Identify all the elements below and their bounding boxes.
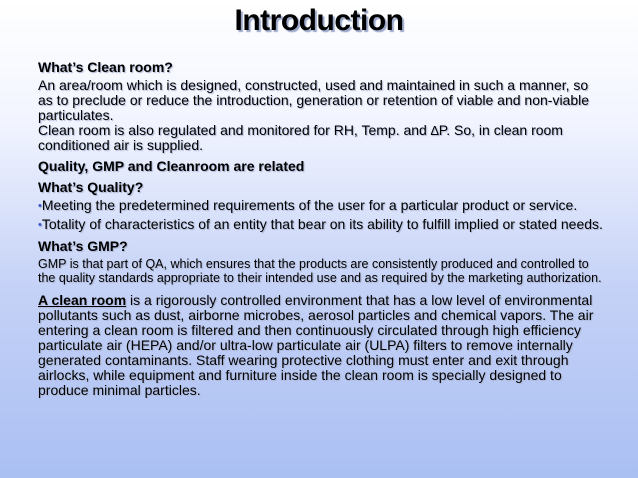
gmp-definition: GMP is that part of QA, which ensures that the products are consistently produced and controlled to the quality standards appropriate to their intended use and as required by the marketing authorization. (38, 257, 602, 285)
clean-room-regulation-part-a: Clean room is also regulated and monitored for RH, Temp. and (38, 122, 431, 138)
quality-bullet-1-text: Meeting the predetermined requirements of the user for a particular product or service. (41, 197, 578, 213)
clean-room-paragraph (38, 293, 606, 398)
clean-room-paragraph-text: is a rigorously controlled environment that has a low level of environmental pollutants such as dust, airborne microbes, aerosol particles and chemical vapors. The air entering a clean room is filtered and then continuously circulated through high efficiency particulate air (HEPA) and/or ultra-low particulate air (ULPA) filters to remove internally generated contaminants. Staff wearing protective clothing must enter and exit through airlocks, while equipment and furniture inside the clean room is specially designed to produce minimal particles. (38, 292, 594, 398)
slide-title: Introduction (234, 4, 404, 37)
slide-body (38, 60, 606, 398)
related-heading: Quality, GMP and Cleanroom are related (38, 158, 305, 174)
quality-heading: What’s Quality? (38, 179, 144, 195)
clean-room-definition: An area/room which is designed, constructed, used and maintained in such a manner, so as to preclude or reduce the introduction, generation or retention of viable and non-viable particulates. (38, 77, 590, 123)
gmp-heading: What’s GMP? (38, 238, 128, 254)
delta-symbol: ∆ (430, 123, 439, 138)
quality-bullet-1 (38, 198, 606, 214)
quality-bullet-2-text: Totality of characteristics of an entity that bear on its ability to fulfill implied or stated needs. (41, 216, 603, 232)
clean-room-regulation-part-b: P. So, in clean room conditioned air is supplied. (38, 122, 563, 153)
quality-bullet-2 (38, 217, 606, 233)
clean-room-link[interactable]: A clean room (38, 292, 127, 308)
clean-room-heading: What’s Clean room? (38, 59, 173, 75)
clean-room-regulation (38, 123, 606, 153)
